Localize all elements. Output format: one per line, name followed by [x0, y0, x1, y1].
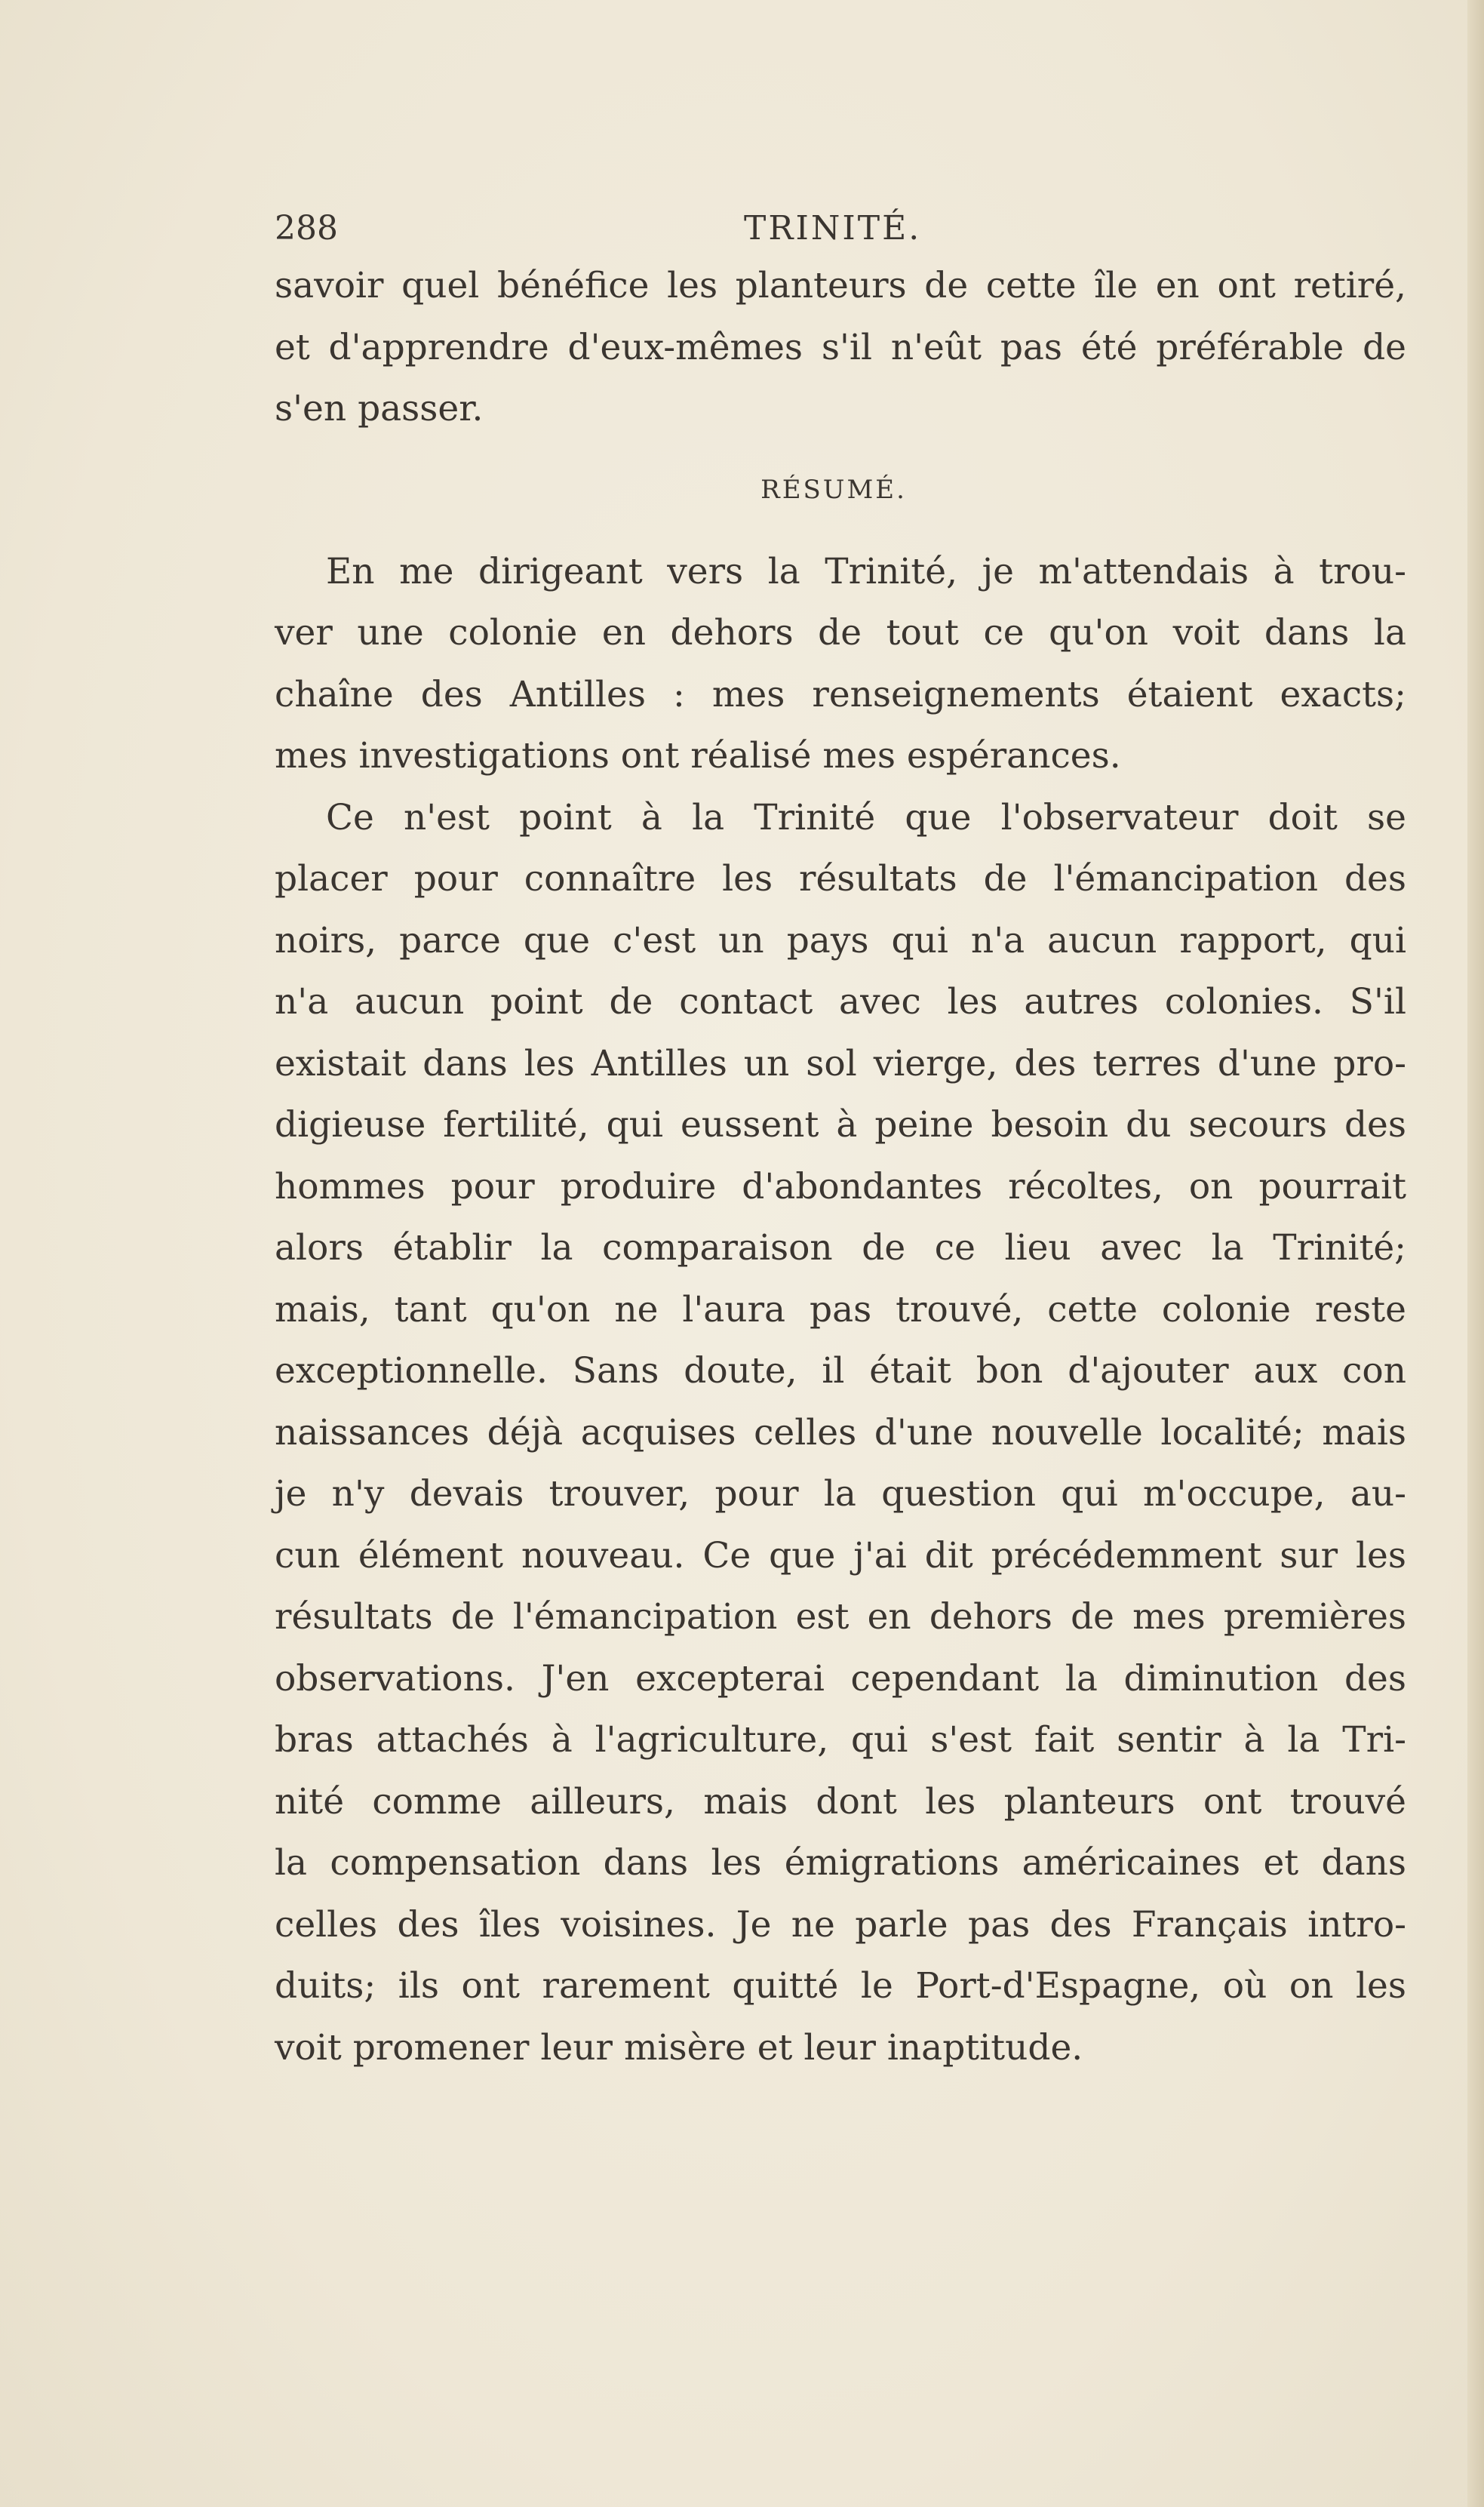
running-head — [275, 202, 1406, 255]
text-line: nité comme ailleurs, mais dont les planteurs ont trouvé — [275, 1780, 1406, 1823]
paragraph — [275, 787, 1406, 2079]
text-line: hommes pour produire d'abondantes récoltes, on pourrait — [275, 1165, 1406, 1207]
text-line: mais, tant qu'on ne l'aura pas trouvé, cette colonie reste — [275, 1288, 1406, 1330]
text-line: placer pour connaître les résultats de l'émancipation des — [275, 858, 1406, 900]
text-line: digieuse fertilité, qui eussent à peine besoin du secours des — [275, 1104, 1406, 1146]
text-line: naissances déjà acquises celles d'une nouvelle localité; mais — [275, 1411, 1406, 1453]
text-line: je n'y devais trouver, pour la question qui m'occupe, au- — [275, 1473, 1406, 1515]
text-line: bras attachés à l'agriculture, qui s'est fait sentir à la Tri- — [275, 1719, 1406, 1761]
text-line: alors établir la comparaison de ce lieu avec la Trinité; — [275, 1227, 1406, 1269]
paragraph — [275, 541, 1406, 787]
page-number: 288 — [275, 209, 338, 248]
continuation-paragraph — [275, 255, 1406, 440]
text-line: ver une colonie en dehors de tout ce qu'on voit dans la — [275, 612, 1406, 654]
page-edge — [1467, 0, 1484, 2507]
text-line: chaîne des Antilles : mes renseignements étaient exacts; — [275, 673, 1406, 715]
section-heading: RÉSUMÉ. — [760, 474, 907, 505]
text-line: la compensation dans les émigrations américaines et dans — [275, 1842, 1406, 1884]
text-line: savoir quel bénéfice les planteurs de cette île en ont retiré, — [275, 265, 1406, 306]
text-line: duits; ils ont rarement quitté le Port-d'Espagne, où on les — [275, 1965, 1406, 2007]
running-title: TRINITÉ. — [744, 209, 922, 248]
text-line: observations. J'en excepterai cependant la diminution des — [275, 1657, 1406, 1700]
text-line: voit promener leur misère et leur inaptitude. — [275, 2026, 1083, 2069]
text-line: et d'apprendre d'eux-mêmes s'il n'eût pas été préférable de — [275, 326, 1406, 368]
text-line: En me dirigeant vers la Trinité, je m'attendais à trou- — [326, 550, 1406, 592]
text-line: cun élément nouveau. Ce que j'ai dit précédemment sur les — [275, 1534, 1406, 1576]
text-line: Ce n'est point à la Trinité que l'observateur doit se — [326, 796, 1406, 838]
text-line: mes investigations ont réalisé mes espérances. — [275, 735, 1121, 777]
text-line: résultats de l'émancipation est en dehors de mes premières — [275, 1596, 1406, 1638]
text-line: s'en passer. — [275, 388, 484, 429]
text-line: n'a aucun point de contact avec les autres colonies. S'il — [275, 981, 1406, 1023]
text-block — [275, 202, 1406, 2078]
text-line: celles des îles voisines. Je ne parle pas des Français intro- — [275, 1903, 1406, 1946]
text-line: noirs, parce que c'est un pays qui n'a aucun rapport, qui — [275, 919, 1406, 961]
text-line: exceptionnelle. Sans doute, il était bon d'ajouter aux con — [275, 1350, 1406, 1392]
text-line: existait dans les Antilles un sol vierge, des terres d'une pro- — [275, 1042, 1406, 1084]
